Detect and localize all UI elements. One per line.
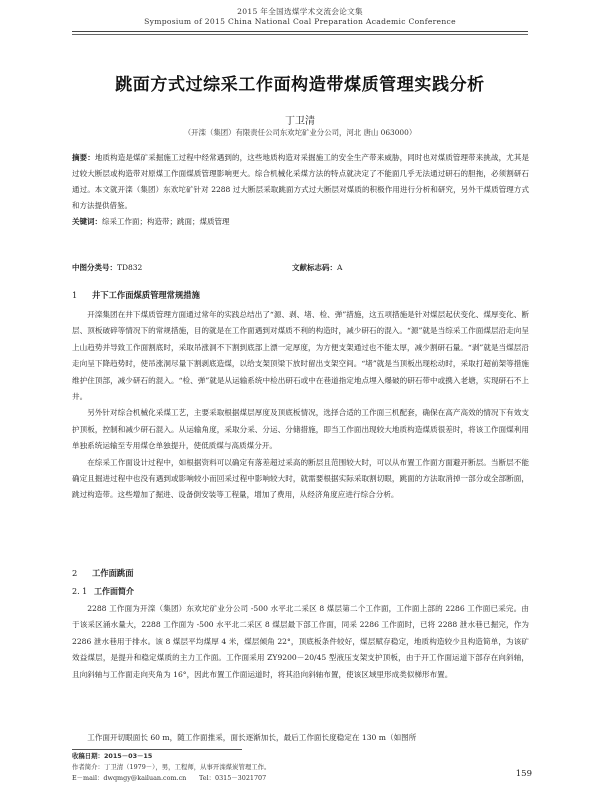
section-2-1-number: 2. 1 [72, 587, 88, 596]
section-2-1-body [72, 601, 529, 683]
section-2-1-last-line: 工作面开切眼面长 60 m，随工作面推采，面长逐渐加长，最后工作面长度稳定在 130 m（如图所 [87, 733, 417, 742]
abstract-label: 摘要： [72, 153, 95, 162]
clc-value: TD832 [117, 263, 143, 272]
running-header-cn: 2015 年全国选煤学术交流会论文集 [237, 7, 363, 16]
footnote-contact: E－mail：dwqmgy@kailuan.com.cn Tel：0315－3021707 [72, 774, 267, 783]
keywords-text: 综采工作面；构造带；跳面；煤质管理 [102, 217, 230, 227]
footnote-received: 收稿日期：2015－03－15 [72, 752, 153, 760]
doc-code-label: 文献标志码： [292, 263, 337, 272]
footnote-block [72, 751, 529, 785]
section-2-title: 工作面跳面 [92, 568, 134, 578]
classification-line [72, 262, 529, 273]
section-2-1-title: 工作面简介 [94, 587, 134, 596]
section-1-number: 1 [72, 290, 78, 300]
author-affiliation: （开滦（集团）有限责任公司东欢坨矿业分公司，河北 唐山 063000） [183, 128, 417, 137]
clc-label: 中图分类号： [72, 263, 117, 272]
abstract-block [72, 150, 529, 230]
abstract-text: 地质构造是煤矿采掘施工过程中经常遇到的，这些地质构造对采掘施工的安全生产带来威胁，同时也对煤质管理带来挑战，尤其是过较大断层或构造带对原煤工作面煤质管理影响更大。综合机械化采煤方法的特点就决定了不能面几乎无法通过研石的胆拖，必须割研石通过。本文就开滦（集团）东欢坨矿针对 2288 过大断层采取跳面方式过大断层对煤质的积极作用进行分析和研究，另外干煤质管理方式和方法提供借鉴。 [72, 153, 529, 211]
section-1-body [72, 307, 529, 504]
abstract-paragraph [72, 150, 529, 214]
footnote-author-bio: 作者简介：丁卫清（1979－），男，工程师，从事开滦煤炭管理工作。 [72, 763, 271, 772]
header-rule-thin [72, 34, 528, 35]
section-1-title: 井下工作面煤质管理常规措施 [92, 290, 200, 300]
running-header-en: Symposium of 2015 China National Coal Preparation Academic Conference [144, 17, 456, 26]
header-rule-thick [72, 31, 528, 32]
section-2-number: 2 [72, 568, 78, 578]
footnote-rule [72, 749, 242, 750]
section-1-heading [72, 289, 200, 301]
keywords-line [72, 214, 529, 230]
section-1-paragraph-2: 另外针对综合机械化采煤工艺，主要采取根据煤层厚度及顶底板情况，选择合适的工作面三机配套，确保在高产高效的情况下有效支护顶板，控制和减少研石混入。从运输角度，采取分采、分运、分储措施，即当工作面出现较大地质构造煤质很差时，将该工作面煤利用单独系统运输至专用煤仓单独提升，使低质煤与高质煤分开。 [72, 408, 529, 451]
page-number: 159 [515, 769, 532, 779]
section-2-heading [72, 567, 134, 579]
section-2-1-last-line-block [72, 730, 529, 746]
author-name: 丁卫清 [285, 116, 315, 127]
paper-title: 跳面方式过综采工作面构造带煤质管理实践分析 [115, 75, 485, 95]
doc-code-value: A [337, 263, 343, 272]
running-header [0, 7, 600, 27]
section-2-1-heading [72, 586, 134, 597]
section-2-1-paragraph-1: 2288 工作面为开滦（集团）东欢坨矿业分公司 -500 水平北二采区 8 煤层第二个工作面，工作面上部的 2286 工作面已采完。由于该采区涌水量大，2288 工作面为 -500 水平北二采区 8 煤层最下部工作面，同采 2286 工作面时，已将 2288 泄水巷已掘完，作为 2286 泄水巷用于排水。该 8 煤层平均煤厚 4 米，煤层倾角 22°，顶底板条件较好，煤层赋存稳定，地质构造较少且构造简单，为该矿效益煤层，是提升和稳定煤质的主力工作面。工作面采用 ZY9200－20/45 型液压支架支护顶板，由于开工作面运道下部存在向斜轴，且向斜轴与工作面走向夹角为 16°，因此布置工作面运道时，将其沿向斜轴布置，使该区域里形成类似梯形布置。 [72, 604, 529, 679]
section-1-paragraph-1: 开滦集团在井下煤质管理方面通过常年的实践总结出了“源、剥、堵、检、弹”措施，这五项措施是针对煤层起伏变化、煤厚变化、断层、顶板破碎等情况下的常规措施，目的就是在工作面遇到对煤质不利的构造时，减少研石的混入。“源”就是当综采工作面煤层沿走向呈上山趋势并导致工作面割底时，采取吊涨洞不下割到底部上漂一定厚度，为方便支架通过也不能太厚，减少割研石量。“剥”就是当煤层沿走向呈下降趋势时，使吊涨洞尽量下割剥底造煤，以给支架顶梁下放时留出支架空间。“堵”就是当顶板出现松动时，采取打超前架等措施维护住顶部，减少研石的混入。“检、弹”就是从运输系统中检出研石或中在巷道指定地点埋入爆破的研石带中或携入老塘，实现研石不上井。 [72, 310, 529, 402]
section-1-paragraph-3: 在综采工作面设计过程中，如根据资料可以确定有落差超过采高的断层且范围较大时，可以从布置工作面方面避开断层。当断层不能确定且掘进过程中也没有遇到或影响较小而回采过程中影响较大时，就需要根据实际采取割切眼，跳面的方法取消掉一部分或全部断面，跳过构造带。这些增加了掘进、设备倒安装等工程量，增加了费用，从经济角度应进行综合分析。 [72, 457, 529, 500]
keywords-label: 关键词： [72, 217, 102, 227]
